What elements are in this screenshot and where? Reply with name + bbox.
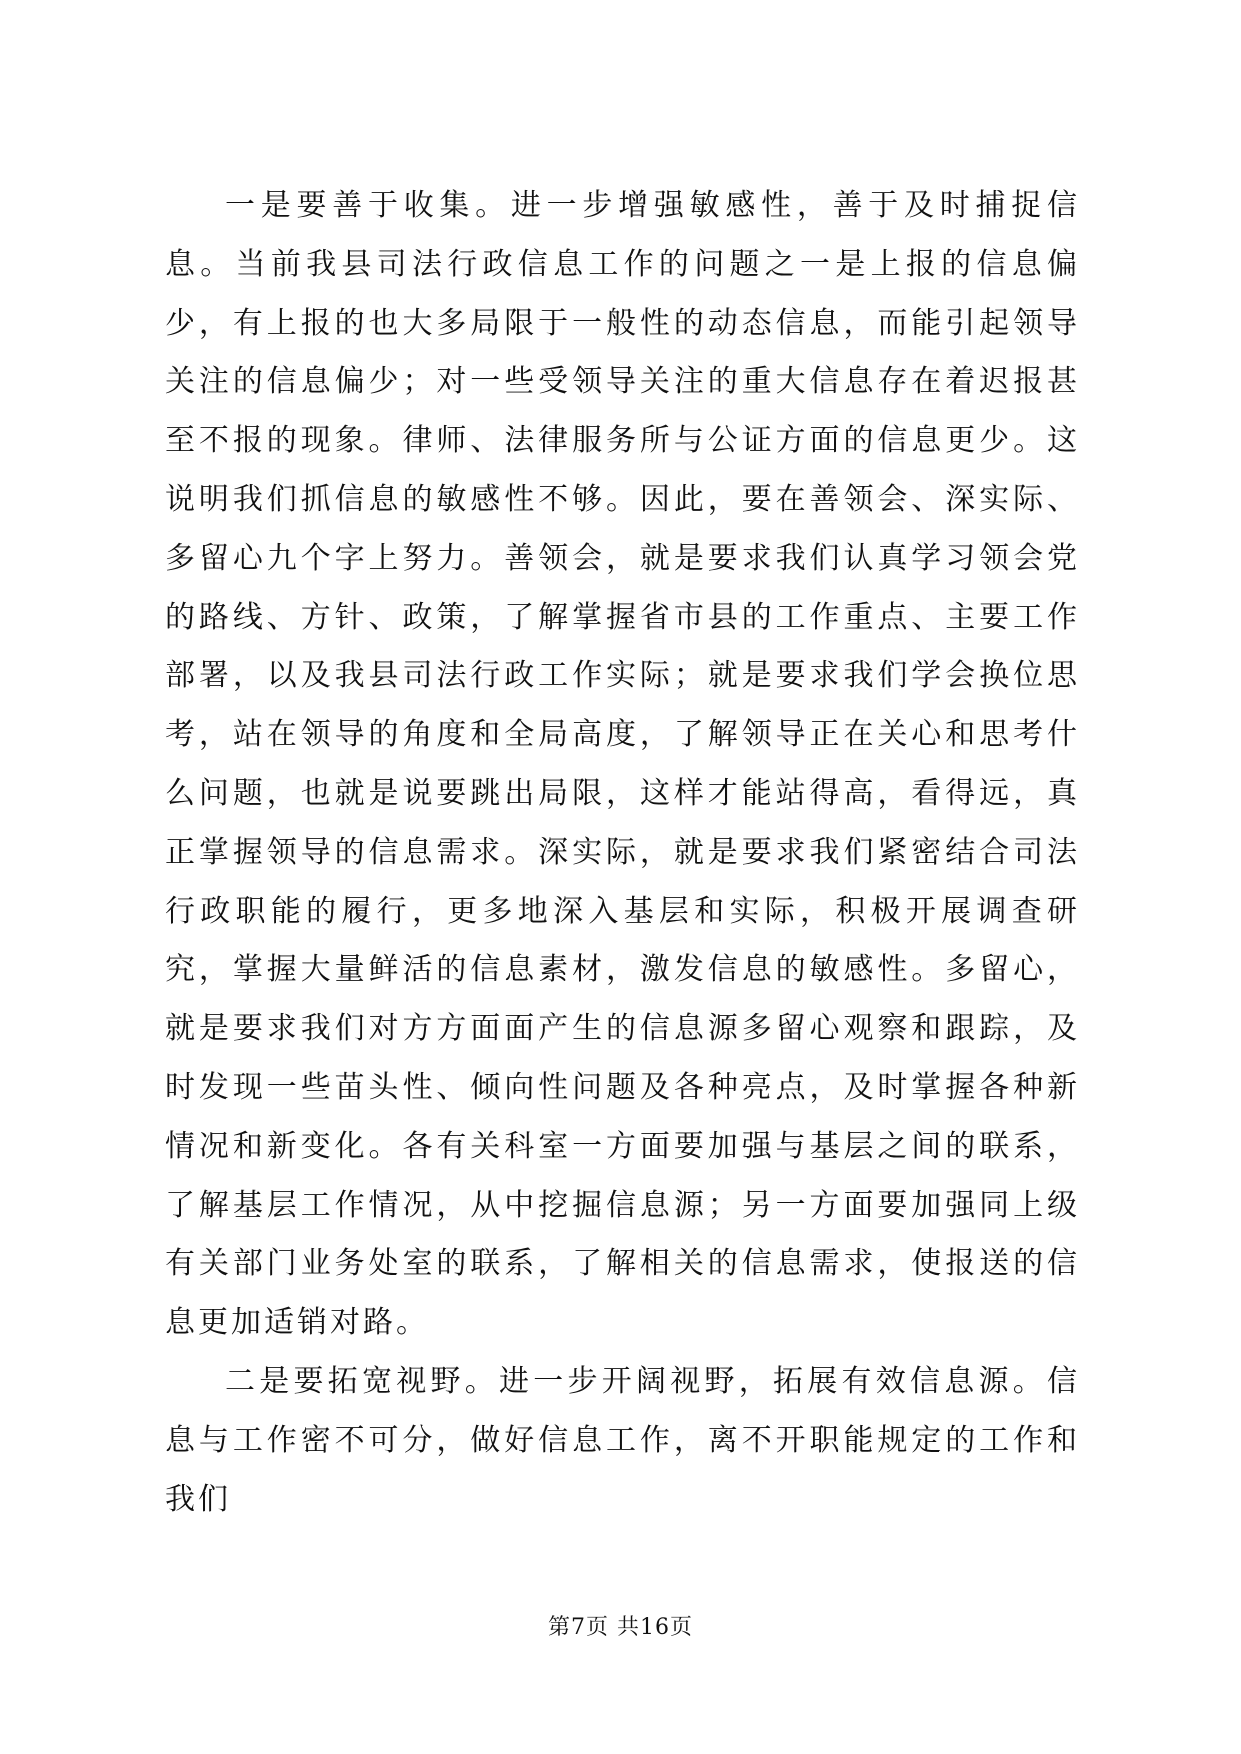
page-footer: 第7页 共16页 — [548, 1615, 693, 1640]
document-body — [165, 177, 1080, 1529]
paragraph-2: 二是要拓宽视野。进一步开阔视野，拓展有效信息源。信息与工作密不可分，做好信息工作，离不开职能规定的工作和我们 — [165, 1363, 1080, 1517]
paragraph-1: 一是要善于收集。进一步增强敏感性，善于及时捕捉信息。当前我县司法行政信息工作的问题之一是上报的信息偏少，有上报的也大多局限于一般性的动态信息，而能引起领导关注的信息偏少；对一些受领导关注的重大信息存在着迟报甚至不报的现象。律师、法律服务所与公证方面的信息更少。这说明我们抓信息的敏感性不够。因此，要在善领会、深实际、多留心九个字上努力。善领会，就是要求我们认真学习领会党的路线、方针、政策，了解掌握省市县的工作重点、主要工作部署，以及我县司法行政工作实际；就是要求我们学会换位思考，站在领导的角度和全局高度，了解领导正在关心和思考什么问题，也就是说要跳出局限，这样才能站得高，看得远，真正掌握领导的信息需求。深实际，就是要求我们紧密结合司法行政职能的履行，更多地深入基层和实际，积极开展调查研究，掌握大量鲜活的信息素材，激发信息的敏感性。多留心，就是要求我们对方方面面产生的信息源多留心观察和跟踪，及时发现一些苗头性、倾向性问题及各种亮点，及时掌握各种新情况和新变化。各有关科室一方面要加强与基层之间的联系，了解基层工作情况，从中挖掘信息源；另一方面要加强同上级有关部门业务处室的联系，了解相关的信息需求，使报送的信息更加适销对路。 — [165, 188, 1080, 1341]
